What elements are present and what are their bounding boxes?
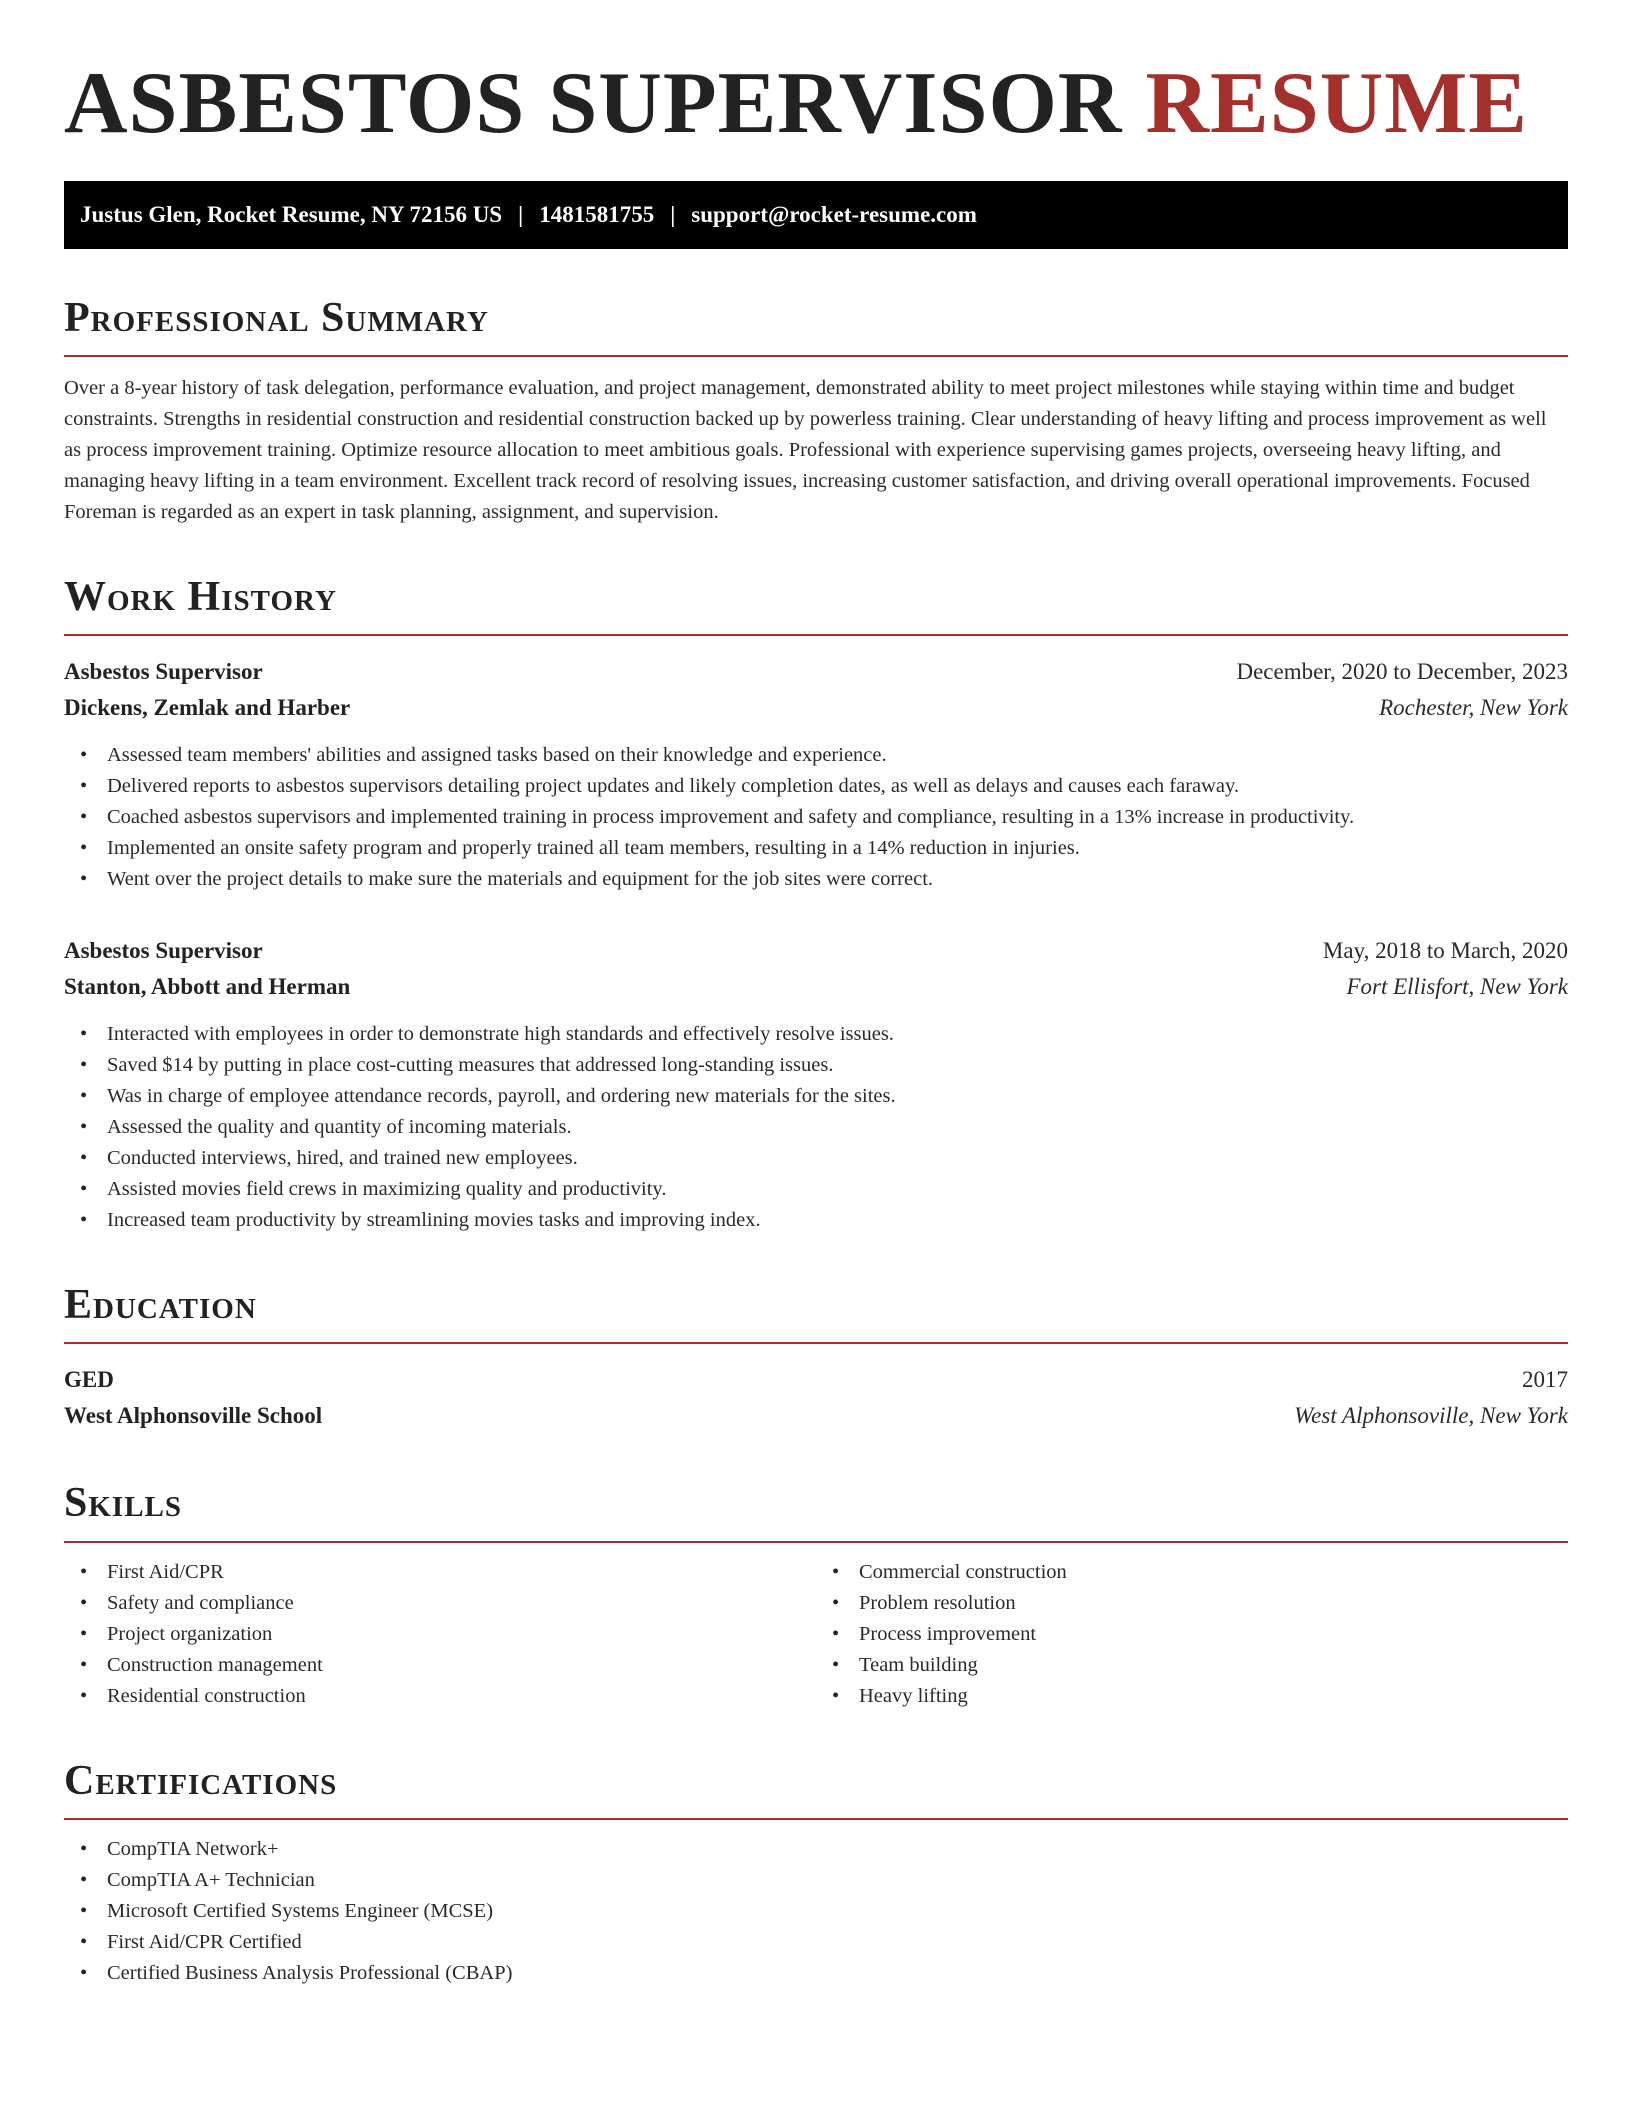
skill-item: • Problem resolution (859, 1588, 1568, 1619)
education-header-row (64, 1362, 1568, 1398)
skill-item: • Team building (859, 1650, 1568, 1681)
contact-bar (64, 181, 1568, 249)
job-header-row (64, 933, 1568, 969)
certification-item: • CompTIA A+ Technician (107, 1865, 1568, 1896)
summary-section (64, 295, 1568, 528)
job-company-row (64, 969, 1568, 1005)
work-history-section (64, 574, 1568, 1236)
contact-address: Justus Glen, Rocket Resume, NY 72156 US (80, 201, 503, 227)
job-bullet: • Conducted interviews, hired, and trained new employees. (107, 1143, 1568, 1174)
section-heading-education: Education (64, 1282, 1568, 1344)
education-year: 2017 (1522, 1367, 1568, 1393)
job-company: Stanton, Abbott and Herman (64, 974, 351, 1000)
skills-section (64, 1480, 1568, 1711)
contact-separator: | (670, 201, 676, 227)
skill-item: • Construction management (107, 1650, 816, 1681)
skills-list-right (816, 1557, 1568, 1712)
job-bullets (64, 1019, 1568, 1236)
title-accent: RESUME (1145, 55, 1528, 152)
skill-item: • Residential construction (107, 1681, 816, 1712)
skills-columns (64, 1543, 1568, 1712)
education-degree: GED (64, 1367, 114, 1393)
job-header-row (64, 654, 1568, 690)
job-bullets (64, 740, 1568, 895)
certifications-section (64, 1758, 1568, 1989)
job-bullet: • Saved $14 by putting in place cost-cutting measures that addressed long-standing issues. (107, 1050, 1568, 1081)
job-title: Asbestos Supervisor (64, 938, 263, 964)
resume-title (64, 56, 1568, 153)
summary-text: Over a 8-year history of task delegation, performance evaluation, and project management, demonstrated ability to meet project milestones while staying within time and budget constraints. Strengths in residential construction and residential construction backed up by powerless training. Clear understanding of heavy lifting and process improvement as well as process improvement training. Optimize resource allocation to meet ambitious goals. Professional with experience supervising games projects, overseeing heavy lifting, and managing heavy lifting in a team environment. Excellent track record of resolving issues, increasing customer satisfaction, and driving overall operational improvements. Focused Foreman is regarded as an expert in task planning, assignment, and supervision. (64, 376, 1547, 523)
job-bullet: • Delivered reports to asbestos supervisors detailing project updates and likely completion dates, as well as delays and causes each faraway. (107, 771, 1568, 802)
certification-item: • Certified Business Analysis Professional (CBAP) (107, 1958, 1568, 1989)
job-bullet: • Assessed team members' abilities and assigned tasks based on their knowledge and experience. (107, 740, 1568, 771)
skill-item: • Safety and compliance (107, 1588, 816, 1619)
education-section (64, 1282, 1568, 1434)
title-main: ASBESTOS SUPERVISOR (64, 55, 1123, 152)
section-heading-certifications: Certifications (64, 1758, 1568, 1820)
education-entry (64, 1362, 1568, 1434)
skill-item: • First Aid/CPR (107, 1557, 816, 1588)
job-bullet: • Assessed the quality and quantity of incoming materials. (107, 1112, 1568, 1143)
job-company: Dickens, Zemlak and Harber (64, 695, 351, 721)
section-heading-summary: Professional Summary (64, 295, 1568, 357)
job-bullet: • Assisted movies field crews in maximizing quality and productivity. (107, 1174, 1568, 1205)
education-school: West Alphonsoville School (64, 1403, 323, 1429)
skill-item: • Commercial construction (859, 1557, 1568, 1588)
skill-item: • Heavy lifting (859, 1681, 1568, 1712)
section-heading-skills: Skills (64, 1480, 1568, 1542)
job-entry (64, 654, 1568, 895)
contact-separator: | (518, 201, 524, 227)
job-bullet: • Was in charge of employee attendance records, payroll, and ordering new materials for the sites. (107, 1081, 1568, 1112)
job-bullet: • Interacted with employees in order to demonstrate high standards and effectively resolve issues. (107, 1019, 1568, 1050)
job-dates: May, 2018 to March, 2020 (1322, 938, 1568, 964)
job-bullet: • Went over the project details to make sure the materials and equipment for the job sites were correct. (107, 864, 1568, 895)
job-location: Fort Ellisfort, New York (1346, 974, 1568, 1000)
certification-item: • Microsoft Certified Systems Engineer (MCSE) (107, 1896, 1568, 1927)
certification-item: • First Aid/CPR Certified (107, 1927, 1568, 1958)
contact-email[interactable]: support@rocket-resume.com (691, 201, 977, 227)
skill-item: • Process improvement (859, 1619, 1568, 1650)
education-school-row (64, 1398, 1568, 1434)
job-bullet: • Coached asbestos supervisors and implemented training in process improvement and safety and compliance, resulting in a 13% increase in productivity. (107, 802, 1568, 833)
job-bullet: • Implemented an onsite safety program and properly trained all team members, resulting in a 14% reduction in injuries. (107, 833, 1568, 864)
job-dates: December, 2020 to December, 2023 (1236, 659, 1568, 685)
job-location: Rochester, New York (1379, 695, 1568, 721)
skills-list-left (64, 1557, 816, 1712)
job-entry (64, 933, 1568, 1236)
skill-item: • Project organization (107, 1619, 816, 1650)
job-title: Asbestos Supervisor (64, 659, 263, 685)
job-bullet: • Increased team productivity by streamlining movies tasks and improving index. (107, 1205, 1568, 1236)
certifications-list (64, 1834, 1568, 1989)
education-location: West Alphonsoville, New York (1294, 1403, 1568, 1429)
job-company-row (64, 690, 1568, 726)
section-heading-work-history: Work History (64, 574, 1568, 636)
contact-phone[interactable]: 1481581755 (539, 201, 655, 227)
certification-item: • CompTIA Network+ (107, 1834, 1568, 1865)
